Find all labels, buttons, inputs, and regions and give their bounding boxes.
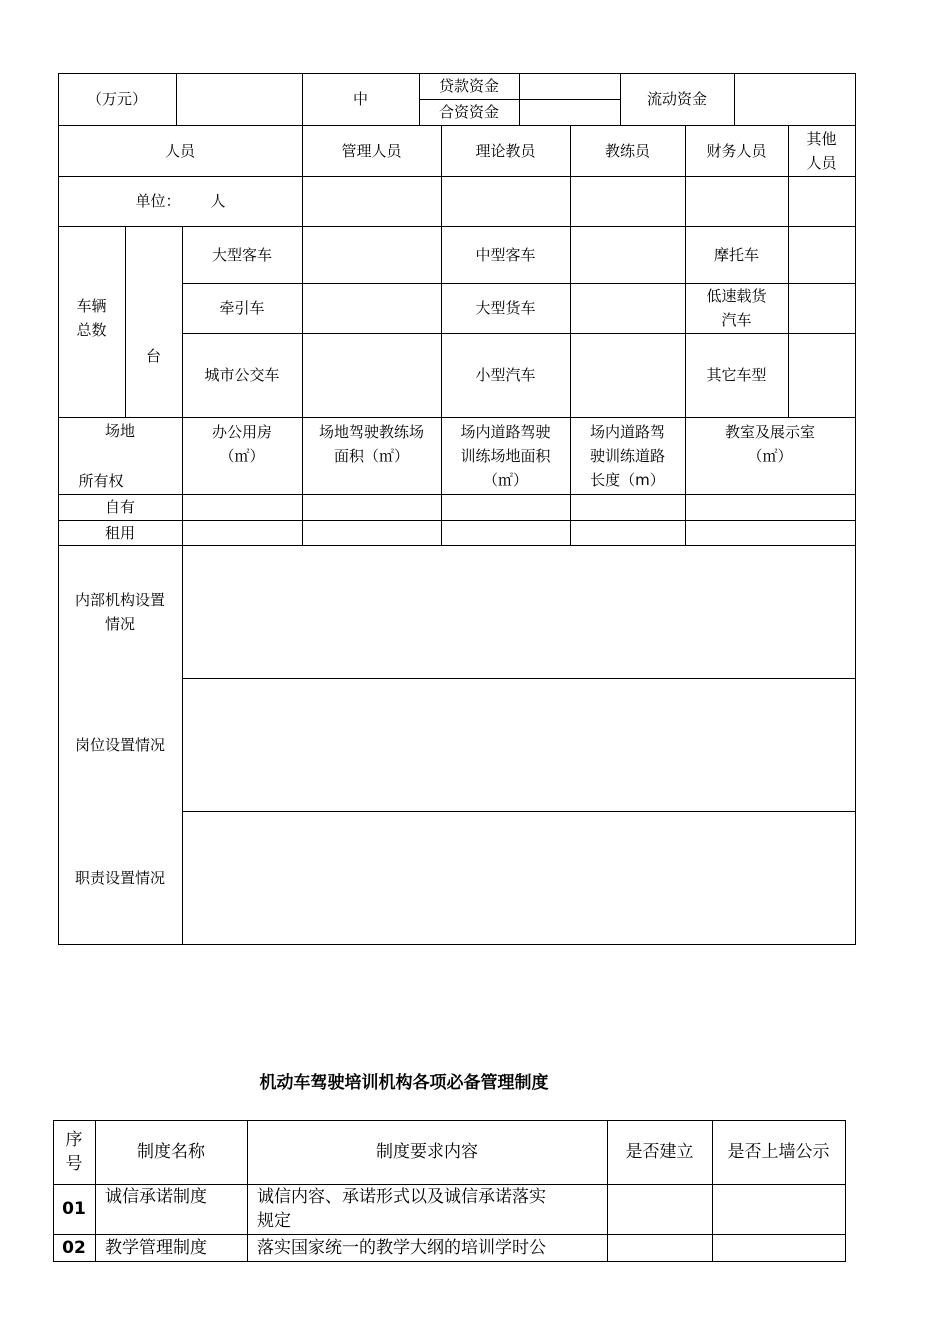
unit-value: 人	[210, 192, 226, 210]
positions-label: 岗位设置情况	[74, 735, 165, 754]
rule	[125, 226, 126, 418]
tractor-label: 牵引车	[219, 299, 265, 317]
header-posted: 是否上墙公示	[727, 1142, 830, 1162]
rule	[788, 226, 789, 418]
rented-label: 租用	[104, 523, 135, 542]
working-capital-label: 流动资金	[646, 90, 707, 108]
other-models-label: 其它车型	[706, 366, 767, 384]
wan-yuan-label: （万元）	[86, 90, 147, 108]
row-content: 诚信内容、承诺形式以及诚信承诺落实 规定	[257, 1187, 546, 1231]
rule	[176, 73, 177, 126]
rule	[845, 1120, 846, 1262]
zhong-label: 中	[352, 90, 368, 108]
row-content: 落实国家统一的教学大纲的培训学时公	[257, 1237, 546, 1258]
duties-label: 职责设置情况	[74, 868, 165, 887]
other-staff-label: 其他 人员	[806, 129, 837, 172]
rule	[182, 678, 856, 679]
rule	[519, 73, 520, 126]
management-label: 管理人员	[341, 141, 402, 160]
rule	[570, 226, 571, 418]
office-label: 办公用房 （㎡）	[211, 423, 272, 465]
facility-info-table	[58, 73, 856, 945]
section-title: 机动车驾驶培训机构各项必备管理制度	[259, 1073, 549, 1093]
unit-label: 单位：	[135, 192, 181, 210]
owned-label: 自有	[104, 498, 135, 516]
row-name: 诚信承诺制度	[105, 1187, 207, 1207]
personnel-label: 人员	[164, 141, 195, 160]
road-area-label: 场内道路驾驶 训练场地面积 （㎡）	[460, 423, 551, 489]
practice-field-label: 场地驾驶教练场 面积（㎡）	[318, 423, 424, 465]
small-car-label: 小型汽车	[475, 366, 536, 384]
low-speed-truck-label: 低速载货 汽车	[706, 287, 767, 329]
row-no: 02	[62, 1237, 86, 1258]
finance-staff-label: 财务人员	[706, 141, 767, 160]
classroom-label: 教室及展示室 （㎡）	[724, 423, 815, 465]
rule	[302, 226, 303, 418]
row-no: 01	[62, 1199, 86, 1219]
site-label: 场地	[104, 422, 135, 440]
rule	[855, 73, 856, 945]
rule	[53, 1261, 846, 1262]
joint-funds-label: 合资资金	[438, 103, 499, 121]
management-system-table	[53, 1120, 846, 1262]
rule	[734, 73, 735, 126]
rule	[182, 811, 856, 812]
header-established: 是否建立	[625, 1142, 694, 1162]
rule	[58, 417, 856, 418]
city-bus-label: 城市公交车	[204, 366, 280, 384]
vehicle-total-label: 车辆 总数	[76, 297, 107, 339]
header-content: 制度要求内容	[376, 1142, 478, 1162]
coaches-label: 教练员	[604, 141, 650, 160]
road-length-label: 场内道路驾 驶训练道路 长度（m）	[589, 423, 665, 489]
row-name: 教学管理制度	[105, 1237, 207, 1258]
tai-label: 台	[145, 346, 161, 365]
theory-teachers-label: 理论教员	[475, 141, 536, 160]
ownership-label: 所有权	[78, 472, 124, 490]
large-truck-label: 大型货车	[475, 299, 536, 317]
header-no: 序 号	[65, 1130, 83, 1174]
motorcycle-label: 摩托车	[713, 245, 759, 264]
header-name: 制度名称	[137, 1142, 205, 1162]
rule	[58, 944, 856, 945]
loan-funds-label: 贷款资金	[438, 77, 499, 95]
internal-org-label: 内部机构设置 情况	[74, 590, 165, 633]
large-bus-label: 大型客车	[211, 245, 272, 264]
medium-bus-label: 中型客车	[475, 245, 536, 264]
